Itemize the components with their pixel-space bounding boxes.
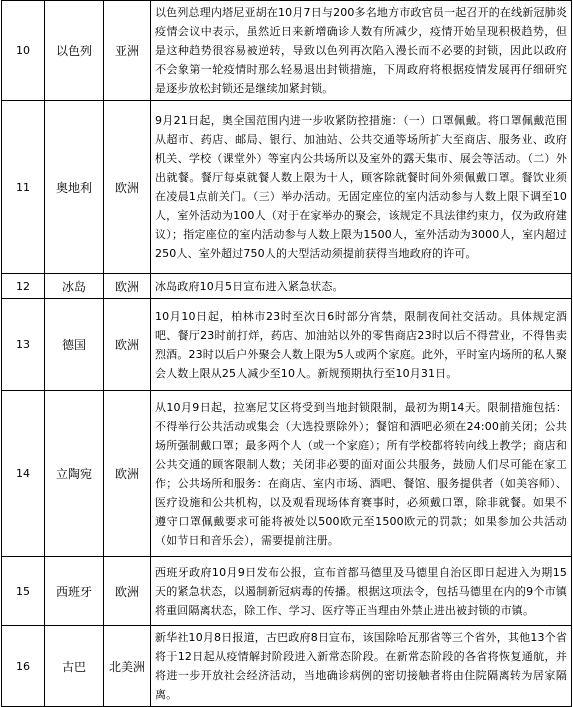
region-name: 亚洲 xyxy=(104,1,151,101)
measure-description: 冰岛政府10月5日宣布进入紧急状态。 xyxy=(151,274,572,299)
country-name: 冰岛 xyxy=(45,274,104,299)
table-row xyxy=(2,626,572,707)
table-row xyxy=(2,274,572,299)
measure-description: 10月10日起，柏林市23时至次日6时部分宵禁，限制夜间社交活动。具体规定酒吧、餐厅23时前打烊，药店、加油站以外的零售商店23时以后不得营业，不得售卖烈酒。23时以后户外聚会人数上限为5人或两个家庭。此外，平时室内场所的私人聚会人数上限从25人减少至10人。新规预期执行至10月31日。 xyxy=(151,299,572,391)
region-name: 欧洲 xyxy=(104,299,151,391)
table-row xyxy=(2,391,572,557)
table-row xyxy=(2,557,572,626)
row-number: 11 xyxy=(2,101,45,274)
country-name: 古巴 xyxy=(45,626,104,707)
row-number: 15 xyxy=(2,557,45,626)
country-name: 德国 xyxy=(45,299,104,391)
measure-description: 西班牙政府10月9日发布公报，宣布首都马德里及马德里自治区即日起进入为期15天的紧急状态，以遏制新冠病毒的传播。根据这项法令，包括马德里在内的9个市镇将重回隔离状态，除工作、学习、医疗等正当理由外禁止进出被封锁的市镇。 xyxy=(151,557,572,626)
region-name: 欧洲 xyxy=(104,101,151,274)
region-name: 北美洲 xyxy=(104,626,151,707)
measure-description: 从10月9日起，拉塞尼艾区将受到当地封锁限制，最初为期14天。限制措施包括：不得举行公共活动或集会（大选投票除外）；餐馆和酒吧必须在24:00前关闭；公共场所强制戴口罩；最多两个人（或一个家庭）；所有学校都将转向线上教学；商店和公共交通的顾客限制人数；关闭非必要的面对面公共服务，鼓励人们尽可能在家工作；公共场所和服务：在商店、室内市场、酒吧、餐馆、服务提供者（如美容师）、医疗设施和公共机构，以及观看现场体育赛事时，必须戴口罩，除非就餐。如果不遵守口罩佩戴要求可能将被处以500欧元至1500欧元的罚款；如果参加公共活动（如节日和音乐会），需要提前注册。 xyxy=(151,391,572,557)
policy-table xyxy=(1,0,572,707)
table-row xyxy=(2,1,572,101)
row-number: 12 xyxy=(2,274,45,299)
table-row xyxy=(2,101,572,274)
row-number: 14 xyxy=(2,391,45,557)
measure-description: 9月21日起，奥全国范围内进一步收紧防控措施：（一）口罩佩戴。将口罩佩戴范围从超市、药店、邮局、银行、加油站、公共交通等场所扩大至商店、服务业、政府机关、学校（课堂外）等室内公共场所以及室外的露天集市、展会等活动。（二）外出就餐。餐厅每桌就餐人数上限为十人，顾客除就餐时间外须佩戴口罩。餐饮业须在凌晨1点前关门。（三）举办活动。无固定座位的室内活动参与人数上限下调至10人，室外活动为100人（对于在家举办的聚会，该规定不具法律约束力，仅为政府建议）；指定座位的室内活动参与人数上限为1500人，室外活动为3000人，室内超过250人、室外超过750人的大型活动须提前获得当地政府的许可。 xyxy=(151,101,572,274)
country-name: 奥地利 xyxy=(45,101,104,274)
row-number: 13 xyxy=(2,299,45,391)
region-name: 欧洲 xyxy=(104,274,151,299)
table-row xyxy=(2,299,572,391)
country-name: 立陶宛 xyxy=(45,391,104,557)
row-number: 16 xyxy=(2,626,45,707)
measure-description: 以色列总理内塔尼亚胡在10月7日与200多名地方市政官员一起召开的在线新冠肺炎疫情会议中表示，虽然近日来新增确诊人数有所减少，疫情开始呈现积极趋势，但是这种趋势很容易被逆转，导致以色列再次陷入漫长而不必要的封锁，因此以政府不会象第一轮疫情时那么轻易退出封锁措施，下周政府将根据疫情发展再仔细研究是逐步放松封锁还是继续加紧封锁。 xyxy=(151,1,572,101)
country-name: 西班牙 xyxy=(45,557,104,626)
country-name: 以色列 xyxy=(45,1,104,101)
region-name: 欧洲 xyxy=(104,391,151,557)
measure-description: 新华社10月8日报道，古巴政府8日宣布，该国除哈瓦那省等三个省外，其他13个省将于12日起从疫情解封阶段进入新常态阶段。在新常态阶段的各省将恢复通航，并将进一步开放社会经济活动，当地确诊病例的密切接触者将由住院隔离转为居家隔离。 xyxy=(151,626,572,707)
region-name: 欧洲 xyxy=(104,557,151,626)
row-number: 10 xyxy=(2,1,45,101)
